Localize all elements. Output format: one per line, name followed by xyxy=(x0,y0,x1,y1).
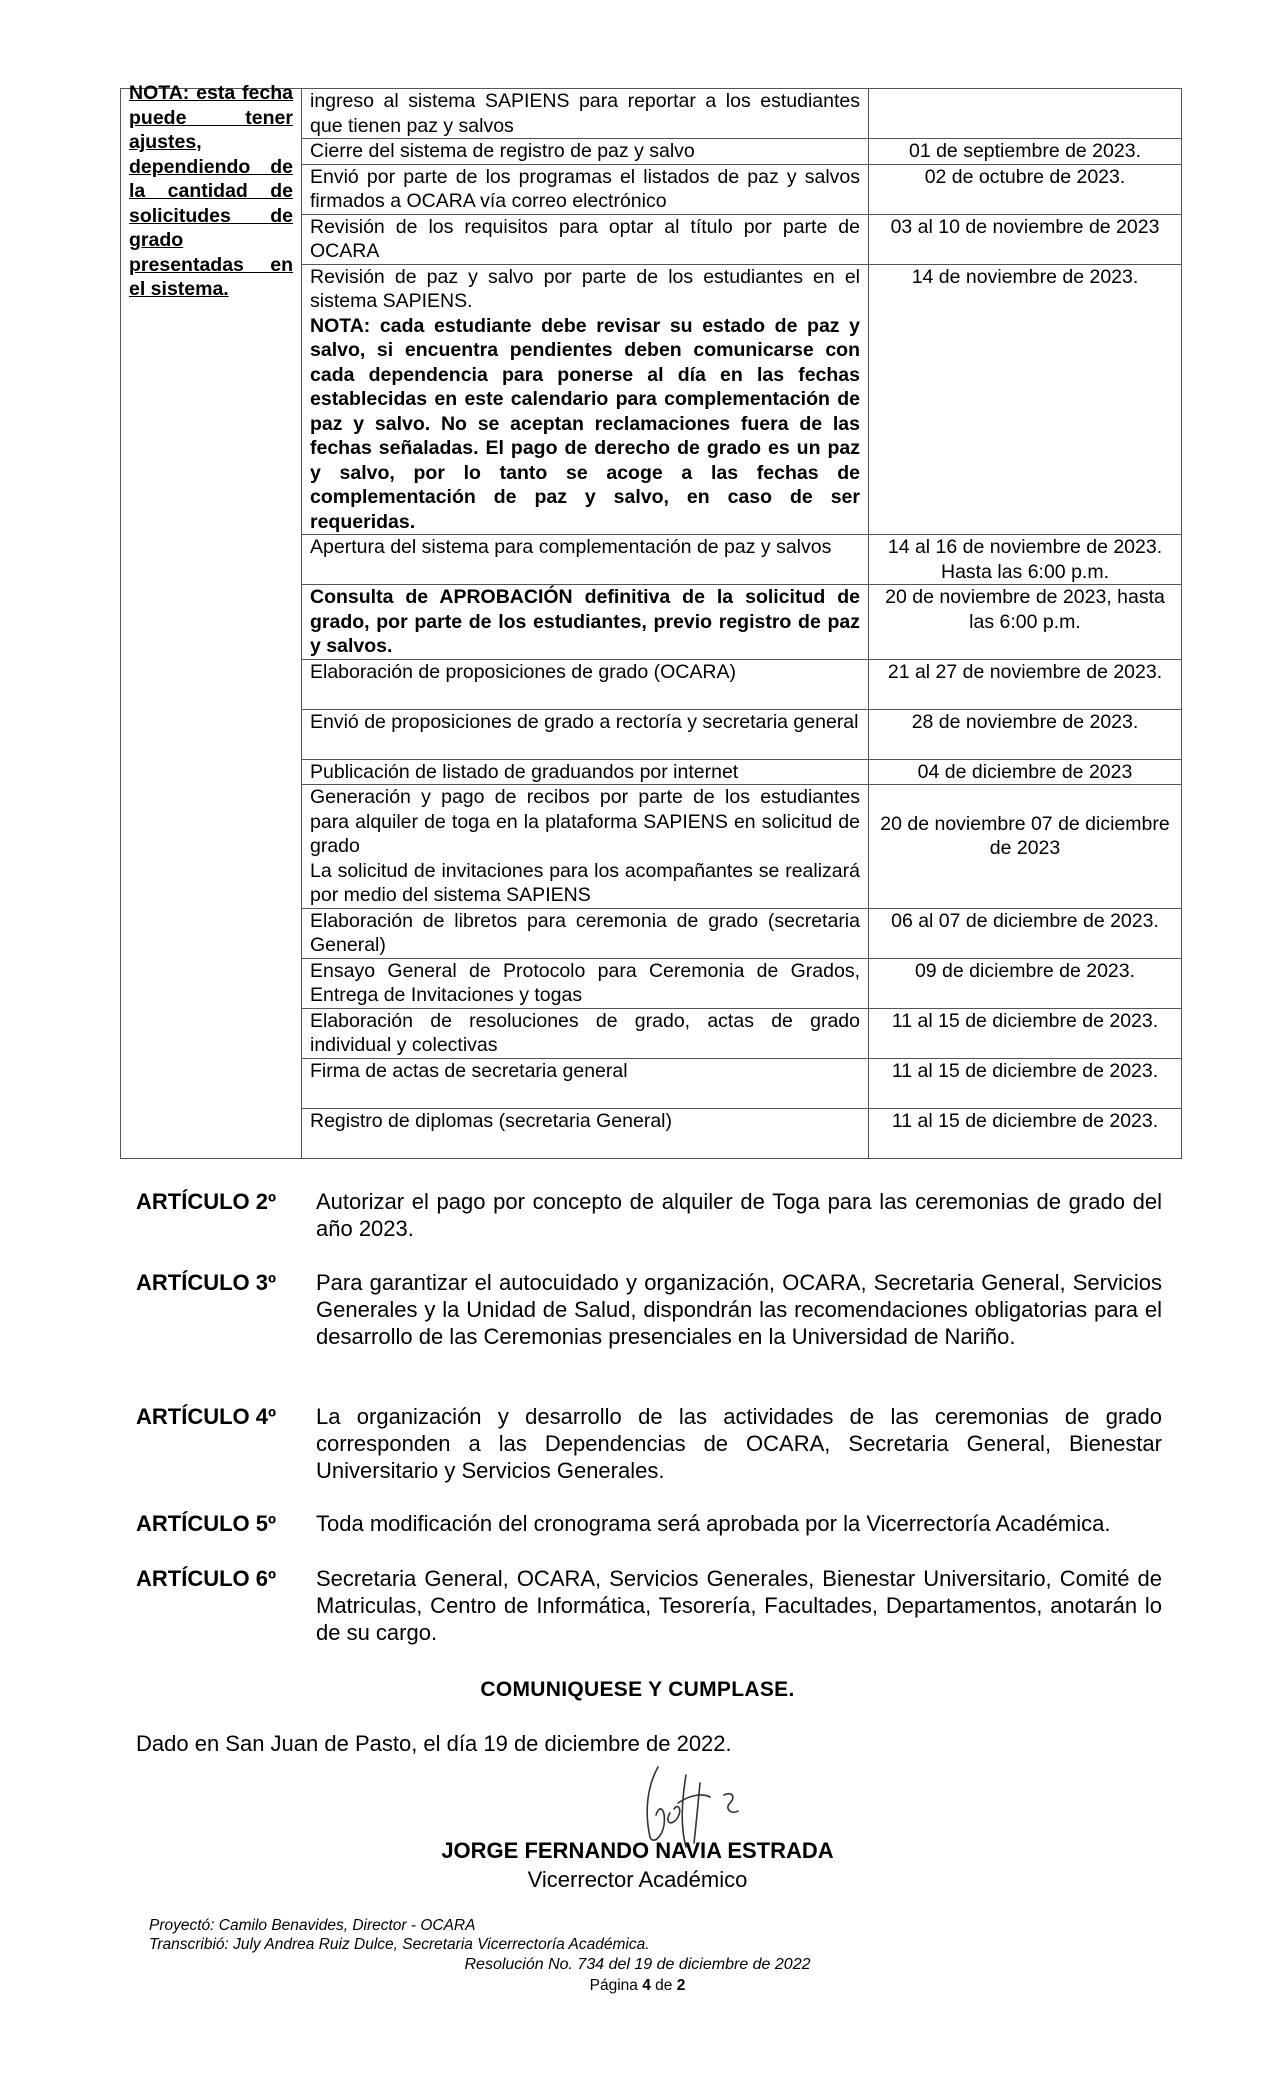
activity-cell xyxy=(302,785,869,909)
article-text: Secretaria General, OCARA, Servicios Generales, Bienestar Universitario, Comité de Matriculas, Centro de Informática, Tesorería, Facultades, Departamentos, anotarán lo de su cargo. xyxy=(316,1566,1162,1645)
closing-statement: COMUNIQUESE Y CUMPLASE. xyxy=(480,1678,795,1701)
date-cell: 14 al 16 de noviembre de 2023. Hasta las 6:00 p.m. xyxy=(869,535,1182,585)
signer-name: JORGE FERNANDO NAVIA ESTRADA xyxy=(441,1838,834,1863)
projected-by: Proyectó: Camilo Benavides, Director - OCARA xyxy=(149,1917,476,1934)
date-cell: 20 de noviembre 07 de diciembre de 2023 xyxy=(869,785,1182,909)
activity-cell: Publicación de listado de graduandos por internet xyxy=(302,759,869,785)
article-text: La organización y desarrollo de las actividades de las ceremonias de grado corresponden a las Dependencias de OCARA, Secretaria General, Bienestar Universitario y Servicios Generales. xyxy=(316,1404,1162,1483)
schedule-table xyxy=(120,82,1182,1159)
date-cell: 04 de diciembre de 2023 xyxy=(869,759,1182,785)
article-text: Toda modificación del cronograma será aprobada por la Vicerrectoría Académica. xyxy=(316,1511,1111,1536)
date-cell: 20 de noviembre de 2023, hasta las 6:00 p.m. xyxy=(869,585,1182,660)
signer-role: Vicerrector Académico xyxy=(527,1867,748,1892)
activity-cell: Firma de actas de secretaria general xyxy=(302,1058,869,1108)
date-cell xyxy=(869,89,1182,139)
date-cell: 14 de noviembre de 2023. xyxy=(869,264,1182,535)
page-of-word: de xyxy=(655,1977,673,1994)
date-cell: 11 al 15 de diciembre de 2023. xyxy=(869,1108,1182,1158)
date-cell: 06 al 07 de diciembre de 2023. xyxy=(869,908,1182,958)
issue-place-date: Dado en San Juan de Pasto, el día 19 de diciembre de 2022. xyxy=(136,1731,732,1756)
date-cell: 28 de noviembre de 2023. xyxy=(869,709,1182,759)
activity-text-secondary: La solicitud de invitaciones para los acompañantes se realizará por medio del sistema SAPIENS xyxy=(310,859,860,906)
transcribed-by: Transcribió: July Andrea Ruiz Dulce, Secretaria Vicerrectoría Académica. xyxy=(149,1936,650,1953)
article-text: Para garantizar el autocuidado y organización, OCARA, Secretaria General, Servicios Generales y la Unidad de Salud, dispondrán las recomendaciones obligatorias para el desarrollo de las Ceremonias presenciales en la Universidad de Nariño. xyxy=(316,1270,1162,1349)
handwritten-signature xyxy=(620,1755,760,1850)
activity-cell: ingreso al sistema SAPIENS para reportar a los estudiantes que tienen paz y salvos xyxy=(302,89,869,139)
activity-cell: Elaboración de libretos para ceremonia de grado (secretaria General) xyxy=(302,908,869,958)
activity-cell: Elaboración de resoluciones de grado, actas de grado individual y colectivas xyxy=(302,1008,869,1058)
activity-cell: Consulta de APROBACIÓN definitiva de la solicitud de grado, por parte de los estudiantes, previo registro de paz y salvos. xyxy=(302,585,869,660)
date-cell: 11 al 15 de diciembre de 2023. xyxy=(869,1008,1182,1058)
article-label: ARTÍCULO 6º xyxy=(136,1566,277,1591)
date-cell: 11 al 15 de diciembre de 2023. xyxy=(869,1058,1182,1108)
article-label: ARTÍCULO 5º xyxy=(136,1511,277,1536)
page-current: 4 xyxy=(642,1977,651,1994)
date-cell: 21 al 27 de noviembre de 2023. xyxy=(869,659,1182,709)
activity-text: Generación y pago de recibos por parte de los estudiantes para alquiler de toga en la plataforma SAPIENS en solicitud de grado xyxy=(310,786,860,857)
page-number xyxy=(0,1977,1275,1995)
date-cell: 03 al 10 de noviembre de 2023 xyxy=(869,214,1182,264)
credits xyxy=(149,1916,650,1954)
activity-cell: Ensayo General de Protocolo para Ceremonia de Grados, Entrega de Invitaciones y togas xyxy=(302,958,869,1008)
resolution-reference: Resolución No. 734 del 19 de diciembre de 2022 xyxy=(464,1956,811,1973)
activity-cell: Revisión de los requisitos para optar al título por parte de OCARA xyxy=(302,214,869,264)
date-cell: 01 de septiembre de 2023. xyxy=(869,139,1182,165)
date-cell: 09 de diciembre de 2023. xyxy=(869,958,1182,1008)
article-label: ARTÍCULO 2º xyxy=(136,1189,277,1214)
date-cell: 02 de octubre de 2023. xyxy=(869,164,1182,214)
activity-cell xyxy=(302,264,869,535)
table-row xyxy=(121,89,1182,139)
activity-note: NOTA: cada estudiante debe revisar su estado de paz y salvo, si encuentra pendientes deben comunicarse con cada dependencia para ponerse al día en las fechas establecidas en este calendario para complementación de paz y salvo. No se aceptan reclamaciones fuera de las fechas señaladas. El pago de derecho de grado es un paz y salvo, por lo tanto se acoge a las fechas de complementación de paz y salvo, en caso de ser requeridas. xyxy=(310,314,860,533)
article-label: ARTÍCULO 4º xyxy=(136,1404,277,1429)
activity-cell: Envió de proposiciones de grado a rectoría y secretaria general xyxy=(302,709,869,759)
activity-cell: Registro de diplomas (secretaria General) xyxy=(302,1108,869,1158)
article-text: Autorizar el pago por concepto de alquiler de Toga para las ceremonias de grado del año 2023. xyxy=(316,1189,1162,1241)
activity-cell: Elaboración de proposiciones de grado (OCARA) xyxy=(302,659,869,709)
page-word: Página xyxy=(589,1977,638,1994)
activity-cell: Cierre del sistema de registro de paz y salvo xyxy=(302,139,869,165)
activity-cell: Apertura del sistema para complementación de paz y salvos xyxy=(302,535,869,585)
article-label: ARTÍCULO 3º xyxy=(136,1270,277,1295)
activity-text: Revisión de paz y salvo por parte de los estudiantes en el sistema SAPIENS. xyxy=(310,265,860,312)
side-note: NOTA: esta fecha puede tener ajustes, dependiendo de la cantidad de solicitudes de grado presentadas en el sistema. xyxy=(129,82,293,300)
side-note-cell xyxy=(121,82,302,1159)
page-total: 2 xyxy=(676,1977,686,1994)
activity-cell: Envió por parte de los programas el listados de paz y salvos firmados a OCARA vía correo electrónico xyxy=(302,164,869,214)
